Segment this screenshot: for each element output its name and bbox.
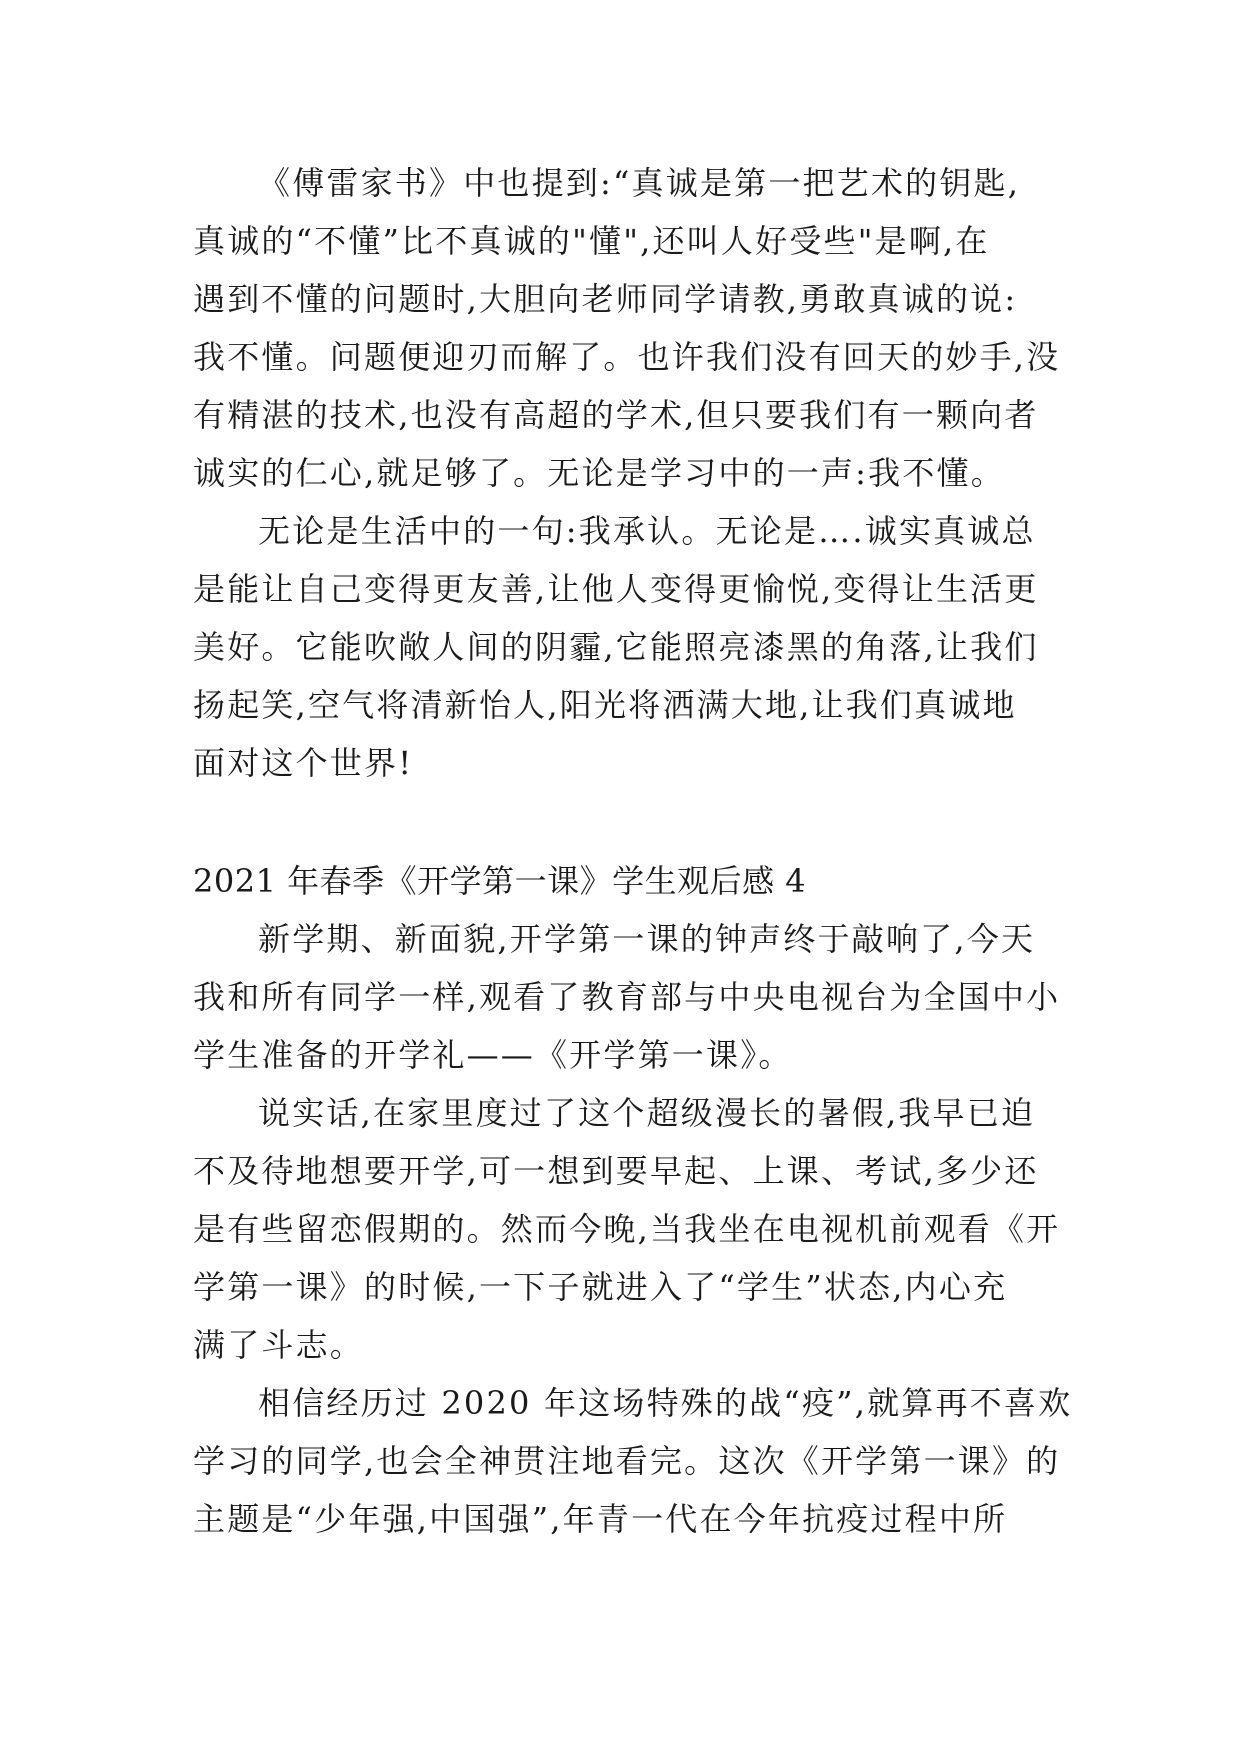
text-line: 《傅雷家书》中也提到:“真诚是第一把艺术的钥匙, xyxy=(258,164,1021,202)
text-line: 真诚的“不懂”比不真诚的"懂",还叫人好受些"是啊,在 xyxy=(193,222,990,260)
text-line: 面对这个世界! xyxy=(193,744,414,782)
text-line: 学生准备的开学礼——《开学第一课》。 xyxy=(193,1036,793,1074)
text-line: 相信经历过 2020 年这场特殊的战“疫”,就算再不喜欢 xyxy=(258,1384,1073,1422)
text-line: 遇到不懂的问题时,大胆向老师同学请教,勇敢真诚的说: xyxy=(193,280,1018,318)
text-line: 学习的同学,也会全神贯注地看完。这次《开学第一课》的 xyxy=(193,1442,1061,1480)
text-line: 美好。它能吹敞人间的阴霾,它能照亮漆黑的角落,让我们 xyxy=(193,628,1039,666)
text-line: 诚实的仁心,就足够了。无论是学习中的一声:我不懂。 xyxy=(193,454,1005,492)
text-line: 满了斗志。 xyxy=(193,1326,365,1364)
text-line: 我不懂。问题便迎刃而解了。也许我们没有回天的妙手,没 xyxy=(193,338,1061,376)
text-line: 是有些留恋假期的。然而今晚,当我坐在电视机前观看《开 xyxy=(193,1210,1061,1248)
text-line: 学第一课》的时候,一下子就进入了“学生”状态,内心充 xyxy=(193,1268,1008,1306)
text-line: 无论是生活中的一句:我承认。无论是….诚实真诚总 xyxy=(258,512,1036,550)
text-line: 是能让自己变得更友善,让他人变得更愉悦,变得让生活更 xyxy=(193,570,1039,608)
text-line: 新学期、新面貌,开学第一课的钟声终于敲响了,今天 xyxy=(258,920,1036,958)
section-title: 2021 年春季《开学第一课》学生观后感 4 xyxy=(193,862,807,900)
text-line: 主题是“少年强,中国强”,年青一代在今年抗疫过程中所 xyxy=(193,1500,1008,1538)
text-line: 说实话,在家里度过了这个超级漫长的暑假,我早已迫 xyxy=(258,1094,1036,1132)
text-line: 我和所有同学一样,观看了教育部与中央电视台为全国中小 xyxy=(193,978,1061,1016)
text-line: 扬起笑,空气将清新怡人,阳光将洒满大地,让我们真诚地 xyxy=(193,686,1017,724)
text-line: 有精湛的技术,也没有高超的学术,但只要我们有一颗向者 xyxy=(193,396,1039,434)
text-line: 不及待地想要开学,可一想到要早起、上课、考试,多少还 xyxy=(193,1152,1039,1190)
